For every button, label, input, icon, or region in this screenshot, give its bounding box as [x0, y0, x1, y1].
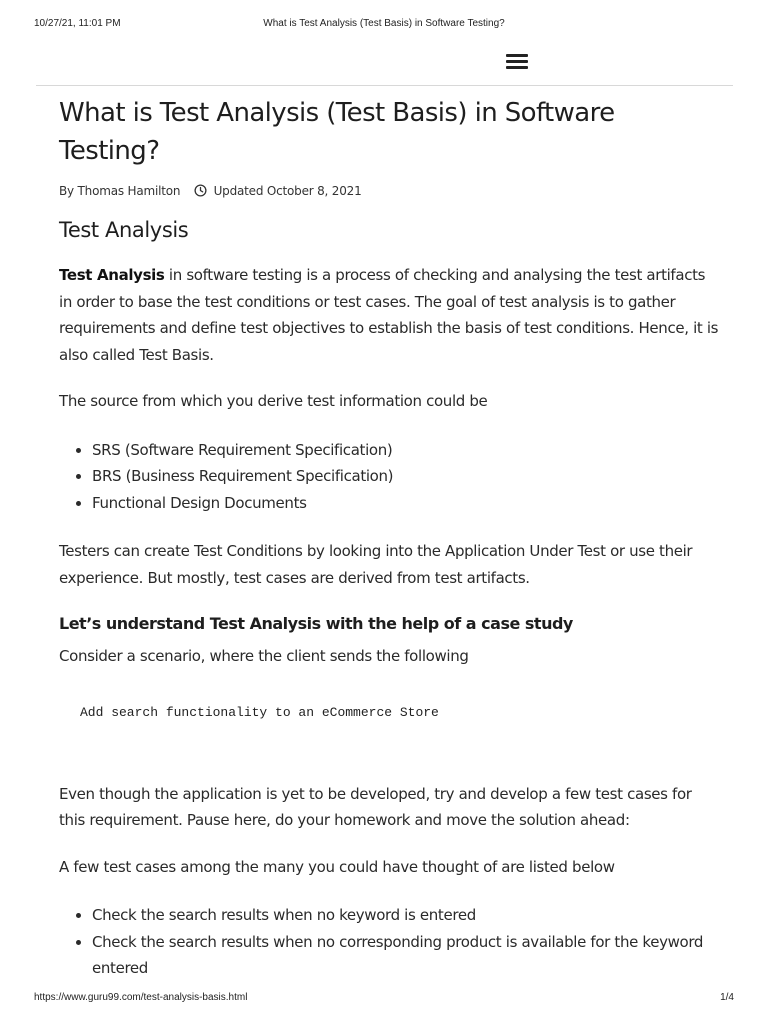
test-case-list	[59, 902, 719, 982]
print-document-title: What is Test Analysis (Test Basis) in Software Testing?	[263, 18, 505, 29]
article-content	[59, 94, 719, 977]
header-divider	[36, 85, 733, 86]
clock-icon	[194, 184, 207, 197]
updated-date: Updated October 8, 2021	[213, 184, 362, 198]
source-paragraph: The source from which you derive test information could be	[59, 392, 488, 410]
print-footer	[34, 992, 734, 1006]
case-study-heading: Let’s understand Test Analysis with the help of a case study	[59, 614, 573, 633]
few-cases-paragraph: A few test cases among the many you could have thought of are listed below	[59, 857, 615, 876]
requirement-code-block: Add search functionality to an eCommerce Store	[80, 704, 439, 720]
intro-paragraph	[59, 262, 719, 368]
print-date: 10/27/21, 11:01 PM	[34, 18, 121, 29]
source-list	[59, 437, 719, 517]
test-case-item: • Check the search results when no keyword is entered	[92, 902, 719, 929]
section-heading-test-analysis: Test Analysis	[59, 218, 189, 242]
byline	[59, 181, 719, 201]
intro-bold-term: Test Analysis	[59, 266, 165, 284]
print-url: https://www.guru99.com/test-analysis-basis.html	[34, 992, 248, 1003]
author-link[interactable]: By Thomas Hamilton	[59, 184, 181, 198]
test-case-item: • Check the search results when no corresponding product is available for the keyword entered	[92, 929, 719, 982]
print-header	[34, 18, 734, 32]
develop-paragraph: Even though the application is yet to be developed, try and develop a few test cases for this requirement. Pause here, do your homework and move the solution ahead:	[59, 784, 692, 829]
print-page-number: 1/4	[720, 992, 734, 1003]
testers-paragraph: Testers can create Test Conditions by looking into the Application Under Test or use their experience. But mostly, test cases are derived from test artifacts.	[59, 542, 693, 587]
hamburger-menu-icon[interactable]	[505, 50, 529, 72]
source-item-fdd: • Functional Design Documents	[92, 490, 719, 517]
source-item-brs: • BRS (Business Requirement Specification)	[92, 463, 719, 490]
source-item-srs: • SRS (Software Requirement Specification)	[92, 437, 719, 464]
scenario-paragraph: Consider a scenario, where the client sends the following	[59, 647, 469, 665]
article-title: What is Test Analysis (Test Basis) in Software Testing?	[59, 98, 615, 166]
intro-text: in software testing is a process of checking and analysing the test artifacts in order to base the test conditions or test cases. The goal of test analysis is to gather requirements and define test objectives to establish the basis of test conditions. Hence, it is also called Test Basis.	[59, 266, 719, 364]
